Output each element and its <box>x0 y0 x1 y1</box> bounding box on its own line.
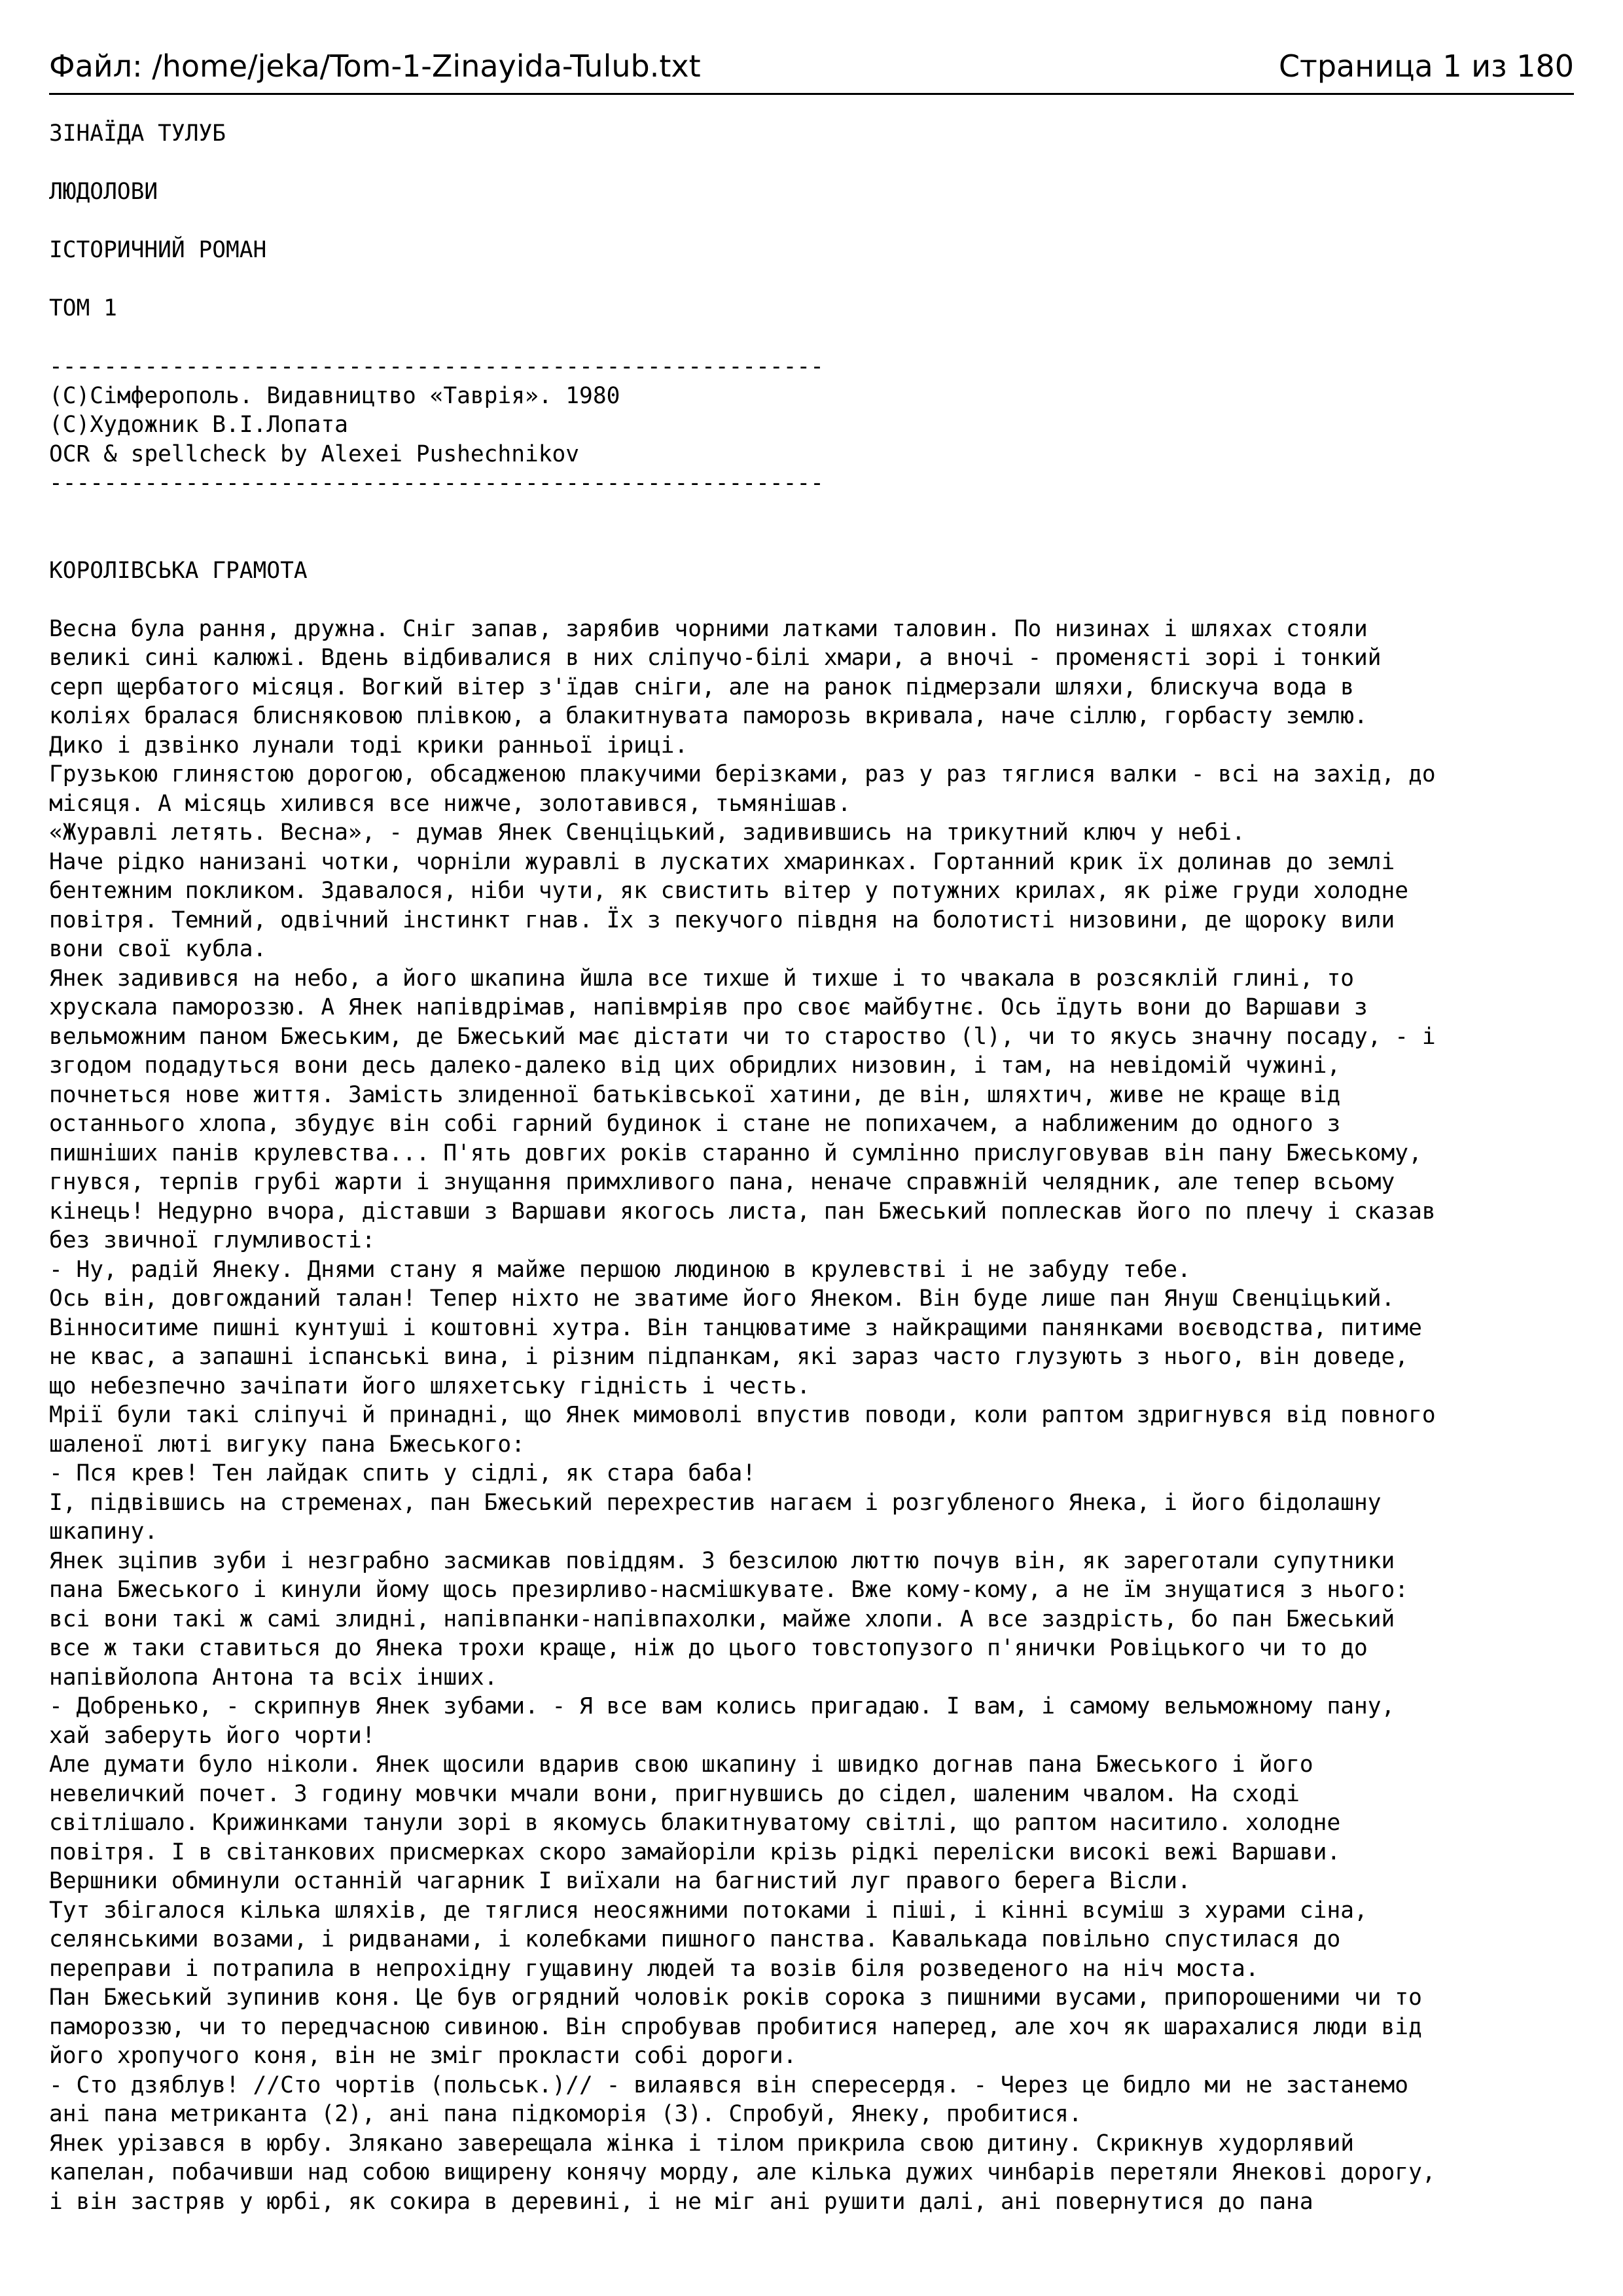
text-line: пана Бжеського і кинули йому щось презирливо-насмішкувате. Вже кому-кому, а не їм знущатися з нього: <box>49 1577 1409 1603</box>
text-line: Янек урізався в юрбу. Злякано заверещала жінка і тілом прикрила свою дитину. Скрикнув худорлявий <box>49 2130 1354 2157</box>
text-line: - Сто дзяблув! //Сто чортів (польськ.)// - вилаявся він спересердя. - Через це бидло ми не застанемо <box>49 2072 1409 2098</box>
text-line: почнеться нове життя. Замість злиденної батьківської хатини, де він, шляхтич, живе не краще від <box>49 1081 1341 1108</box>
text-line: згодом подадуться вони десь далеко-далеко від цих обридлих низовин, і там, на невідомій чужині, <box>49 1052 1341 1079</box>
text-line: вони свої кубла. <box>49 936 267 962</box>
file-path-label: Файл: /home/jeka/Tom-1-Zinayida-Tulub.txt <box>49 48 701 84</box>
text-line: кінець! Недурно вчора, діставши з Варшави якогось листа, пан Бжеський поплескав його по плечу і сказав <box>49 1198 1436 1225</box>
text-line: ЗІНАЇДА ТУЛУБ <box>49 120 226 147</box>
text-line: хрускала памороззю. А Янек напівдрімав, напівмріяв про своє майбутнє. Ось їдуть вони до Варшави з <box>49 994 1368 1020</box>
text-line: всі вони такі ж самі злидні, напівпанки-напівпахолки, майже хлопи. А все заздрість, бо пан Бжеський <box>49 1605 1395 1632</box>
text-line: --------------------------------------------------------- <box>49 470 824 496</box>
text-line: Вінноситиме пишні кунтуші і коштовні хутра. Він танцюватиме з найкращими панянками воєводства, питиме <box>49 1314 1422 1341</box>
text-line: (C)Художник В.І.Лопата <box>49 412 348 438</box>
text-line: вельможним паном Бжеським, де Бжеський має дістати чи то староство (l), чи то якусь значну посаду, - і <box>49 1023 1436 1050</box>
text-line: пишніших панів крулевства... П'ять довгих років старанно й сумлінно прислуговував він пану Бжеському, <box>49 1139 1422 1166</box>
document-text <box>49 119 1574 2216</box>
text-line: Янек зціпив зуби і незграбно засмикав повіддям. З безсилою люттю почув він, як зареготали супутники <box>49 1547 1395 1574</box>
text-line: і він застряв у юрбі, як сокира в деревині, і не міг ані рушити далі, ані повернутися до пана <box>49 2188 1313 2215</box>
text-line: повітря. І в світанкових присмерках скоро замайоріли крізь рідкі перелiски високі вежі Варшави. <box>49 1839 1341 1865</box>
text-line: Пан Бжеський зупинив коня. Це був огрядний чоловік років сорока з пишними вусами, припорошеними чи то <box>49 1984 1422 2011</box>
text-line: хай заберуть його чорти! <box>49 1722 376 1749</box>
page-header <box>49 46 1574 95</box>
text-line: Грузькою глинястою дорогою, обсадженою плакучими берізками, раз у раз тяглися валки - всі на захід, до <box>49 761 1436 787</box>
text-line: --------------------------------------------------------- <box>49 353 824 380</box>
text-line: Янек задивився на небо, а його шкапина йшла все тихше й тихше і то чвакала в розсяклій глині, то <box>49 965 1354 992</box>
text-line: Мрії були такі сліпучі й принадні, що Янек мимоволі впустив поводи, коли раптом здригнувся від повного <box>49 1402 1436 1428</box>
page-number-label: Страница 1 из 180 <box>1278 48 1574 84</box>
text-line: «Журавлі летять. Весна», - думав Янек Свенціцький, задивившись на трикутний ключ у небі. <box>49 819 1245 846</box>
text-line: останнього хлопа, збудує він собі гарний будинок і стане не попихачем, а наближеним до одного з <box>49 1111 1341 1137</box>
text-line: капелан, побачивши над собою вищирену конячу морду, але кілька дужих чинбарів перетяли Янекові дорогу, <box>49 2159 1436 2185</box>
text-line: (C)Сімферополь. Видавництво «Таврія». 1980 <box>49 382 620 409</box>
text-line: шкапину. <box>49 1518 158 1545</box>
text-line: місяця. А місяць хилився все нижче, золотавився, тьмянішав. <box>49 790 851 817</box>
text-line: Але думати було ніколи. Янек щосили вдарив свою шкапину і швидко догнав пана Бжеського і його <box>49 1751 1313 1778</box>
text-line: ані пана метриканта (2), ані пана підкоморія (3). Спробуй, Янеку, пробитися. <box>49 2101 1082 2127</box>
text-line: ЛЮДОЛОВИ <box>49 179 158 205</box>
text-line: - Добренько, - скрипнув Янек зубами. - Я все вам колись пригадаю. І вам, і самому вельможному пану, <box>49 1693 1395 1719</box>
text-line: Вершники обминули останній чагарник І виїхали на багнистий луг правого берега Вісли. <box>49 1868 1191 1894</box>
text-line: Дико і дзвінко лунали тоді крики ранньої іриці. <box>49 732 688 759</box>
text-line <box>49 149 1574 178</box>
text-line: Тут збігалося кілька шляхів, де тяглися неосяжними потоками і піші, і кінні всуміш з хурами сіна, <box>49 1897 1368 1924</box>
text-line: його хропучого коня, він не зміг прокласти собі дороги. <box>49 2043 797 2069</box>
text-line: І, підвівшись на стременах, пан Бжеський перехрестив нагаєм і розгубленого Янека, і його бідолашну <box>49 1489 1382 1516</box>
text-line: селянськими возами, і ридванами, і колебками пишного панства. Кавалькада повільно спустилася до <box>49 1926 1341 1952</box>
text-line: ІСТОРИЧНИЙ РОМАН <box>49 237 267 263</box>
text-line: шаленої люті вигуку пана Бжеського: <box>49 1431 525 1458</box>
text-line: OCR & spellcheck by Alexei Pushechnikov <box>49 440 580 467</box>
text-line: повітря. Темний, одвічний інстинкт гнав. Їх з пекучого півдня на болотисті низовини, де щороку вили <box>49 906 1395 933</box>
text-line <box>49 585 1574 615</box>
text-line: світлішало. Крижинками танули зорі в якомусь блакитнуватому світлі, що раптом наситило. холодне <box>49 1810 1341 1836</box>
text-line: великі сині калюжі. Вдень відбивалися в них сліпучо-білі хмари, а вночі - променясті зорі і тонкий <box>49 645 1382 671</box>
text-line: Наче рідко нанизані чотки, чорніли журавлі в лускатих хмаринках. Гортанний крик їх долинав до землі <box>49 848 1395 875</box>
text-line: Ось він, довгожданий талан! Тепер ніхто не зватиме його Янеком. Він буде лише пан Януш Свенціцький. <box>49 1285 1395 1312</box>
text-line: - Пся крев! Тен лайдак спить у сідлі, як стара баба! <box>49 1460 757 1486</box>
text-line <box>49 207 1574 236</box>
text-line: переправи і потрапила в непрохідну гущавину людей та возів біля розведеного на ніч моста. <box>49 1955 1259 1982</box>
text-line: Весна була рання, дружна. Сніг запав, зарябив чорними латками таловин. По низинах і шляхах стояли <box>49 615 1368 642</box>
text-line <box>49 527 1574 556</box>
text-line: гнувся, терпів грубі жарти і знущання примхливого пана, неначе справжній челядник, але тепер всьому <box>49 1169 1395 1195</box>
text-line: бентежним покликом. Здавалося, ніби чути, як свистить вітер у потужних крилах, як ріже груди холодне <box>49 878 1409 904</box>
text-line: напівйолопа Антона та всіх інших. <box>49 1664 498 1691</box>
text-line: що небезпечно зачіпати його шляхетську гідність і честь. <box>49 1372 811 1399</box>
text-line <box>49 498 1574 528</box>
text-line: все ж таки ставиться до Янека трохи краще, ніж до цього товстопузого п'янички Ровіцького чи то до <box>49 1635 1368 1661</box>
text-line <box>49 265 1574 295</box>
text-line: коліях бралася блисняковою плівкою, а блакитнувата паморозь вкривала, наче сіллю, горбасту землю. <box>49 703 1368 729</box>
text-line: памороззю, чи то передчасною сивиною. Він спробував пробитися наперед, але хоч як шарахалися люди від <box>49 2013 1422 2040</box>
text-line: не квас, а запашні іспанські вина, і різним підпанкам, які зараз часто глузують з нього, він доведе, <box>49 1344 1409 1370</box>
text-line: - Ну, радій Янеку. Днями стану я майже першою людиною в крулевстві і не забуду тебе. <box>49 1256 1191 1283</box>
text-line: ТОМ 1 <box>49 295 117 321</box>
text-line: КОРОЛІВСЬКА ГРАМОТА <box>49 557 308 584</box>
text-line: серп щербатого місяця. Вогкий вітер з'їдав сніги, але на ранок підмерзали шляхи, блискуча вода в <box>49 673 1354 700</box>
text-line: без звичної глумливості: <box>49 1227 376 1253</box>
text-line: невеличкий почет. З годину мовчки мчали вони, пригнувшись до сідел, шаленим чвалом. На сході <box>49 1780 1300 1807</box>
text-line <box>49 323 1574 353</box>
